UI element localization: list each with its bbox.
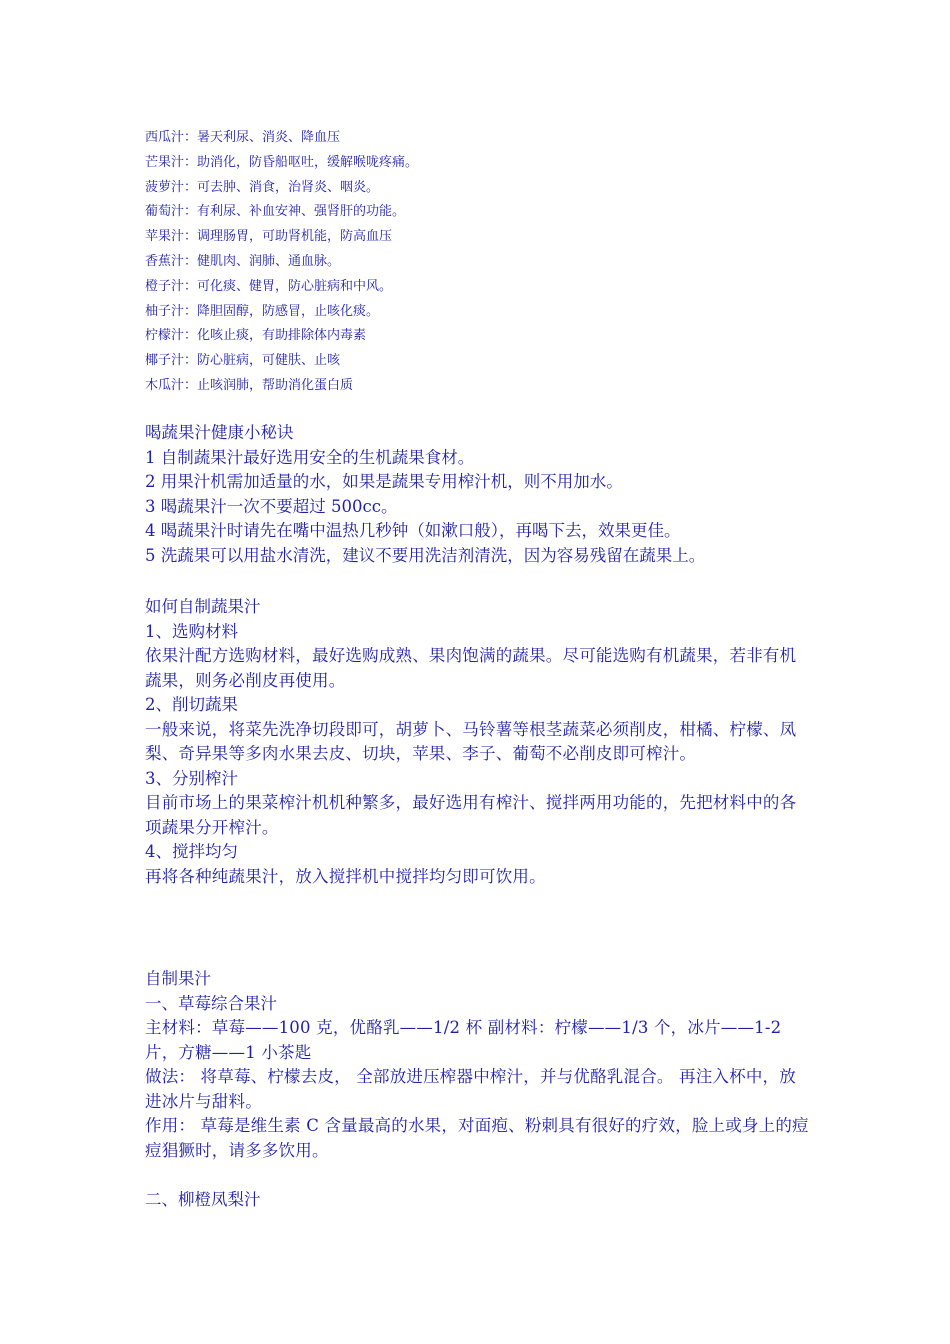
list-item: 葡萄汁：有利尿、补血安神、强肾肝的功能。 — [145, 204, 406, 220]
step-heading: 2、削切蔬果 — [145, 695, 238, 714]
step-text: 依果汁配方选购材料，最好选购成熟、果肉饱满的蔬果。尽可能选购有机蔬果，若非有机蔬果，则务必削皮再使用。 — [145, 646, 797, 690]
list-item: 橙子汁：可化痰、健胃，防心脏病和中风。 — [145, 278, 393, 294]
juice-effects-list — [145, 126, 418, 399]
step-heading: 3、分别榨汁 — [145, 768, 238, 788]
recipe-effect: 作用： 草莓是维生素 C 含量最高的水果，对面疱、粉刺具有很好的疗效，脸上或身上的痘痘猖獗时，请多多饮用。 — [145, 1116, 809, 1160]
tip-item: 2 用果汁机需加适量的水，如果是蔬果专用榨汁机，则不用加水。 — [145, 472, 623, 491]
recipe-ingredients: 主材料：草莓——100 克，优酪乳——1/2 杯 副材料：柠檬——1/3 个，冰片——1-2 片，方糖——1 小茶匙 — [145, 1018, 782, 1062]
recipe-title: 一、草莓综合果汁 — [145, 993, 277, 1013]
section-title: 如何自制蔬果汁 — [145, 597, 261, 616]
step-text: 目前市场上的果菜榨汁机机种繁多，最好选用有榨汁、搅拌两用功能的，先把材料中的各项蔬果分开榨汁。 — [145, 793, 797, 837]
howto-section — [145, 595, 810, 889]
list-item: 菠萝汁：可去肿、消食，治肾炎、咽炎。 — [145, 179, 380, 195]
list-item: 苹果汁：调理肠胃，可助肾机能，防高血压 — [145, 229, 393, 245]
list-item: 西瓜汁：暑天利尿、消炎、降血压 — [145, 130, 341, 145]
tip-item: 4 喝蔬果汁时请先在嘴中温热几秒钟（如漱口般），再喝下去，效果更佳。 — [145, 521, 681, 540]
list-item: 木瓜汁：止咳润肺，帮助消化蛋白质 — [145, 377, 354, 393]
step-heading: 4、搅拌均匀 — [145, 842, 238, 861]
step-heading: 1、选购材料 — [145, 621, 238, 641]
list-item: 柚子汁：降胆固醇，防感冒，止咳化痰。 — [145, 303, 380, 319]
section-title: 喝蔬果汁健康小秘诀 — [145, 423, 294, 442]
tips-section — [145, 421, 810, 568]
section-title: 自制果汁 — [145, 969, 211, 988]
tip-item: 5 洗蔬果可以用盐水清洗，建议不要用洗洁剂清洗，因为容易残留在蔬果上。 — [145, 545, 706, 565]
recipes-section — [145, 967, 810, 1212]
tip-item: 3 喝蔬果汁一次不要超过 500cc。 — [145, 496, 398, 516]
step-text: 一般来说，将菜先洗净切段即可，胡萝卜、马铃薯等根茎蔬菜必须削皮，柑橘、柠檬、凤梨、奇异果等多肉水果去皮、切块，苹果、李子、葡萄不必削皮即可榨汁。 — [145, 719, 797, 763]
tip-item: 1 自制蔬果汁最好选用安全的生机蔬果食材。 — [145, 447, 475, 467]
recipe-title: 二、柳橙凤梨汁 — [145, 1189, 261, 1209]
list-item: 柠檬汁：化咳止痰，有助排除体内毒素 — [145, 328, 367, 344]
step-text: 再将各种纯蔬果汁，放入搅拌机中搅拌均匀即可饮用。 — [145, 866, 546, 886]
list-item: 芒果汁：助消化，防昏船呕吐，缓解喉咙疼痛。 — [145, 154, 419, 170]
spacer — [145, 1163, 810, 1188]
list-item: 香蕉汁：健肌肉、润肺、通血脉。 — [145, 253, 341, 269]
list-item: 椰子汁：防心脏病，可健肤、止咳 — [145, 353, 341, 369]
recipe-method: 做法： 将草莓、柠檬去皮， 全部放进压榨器中榨汁，并与优酪乳混合。 再注入杯中，放进冰片与甜料。 — [145, 1067, 796, 1111]
